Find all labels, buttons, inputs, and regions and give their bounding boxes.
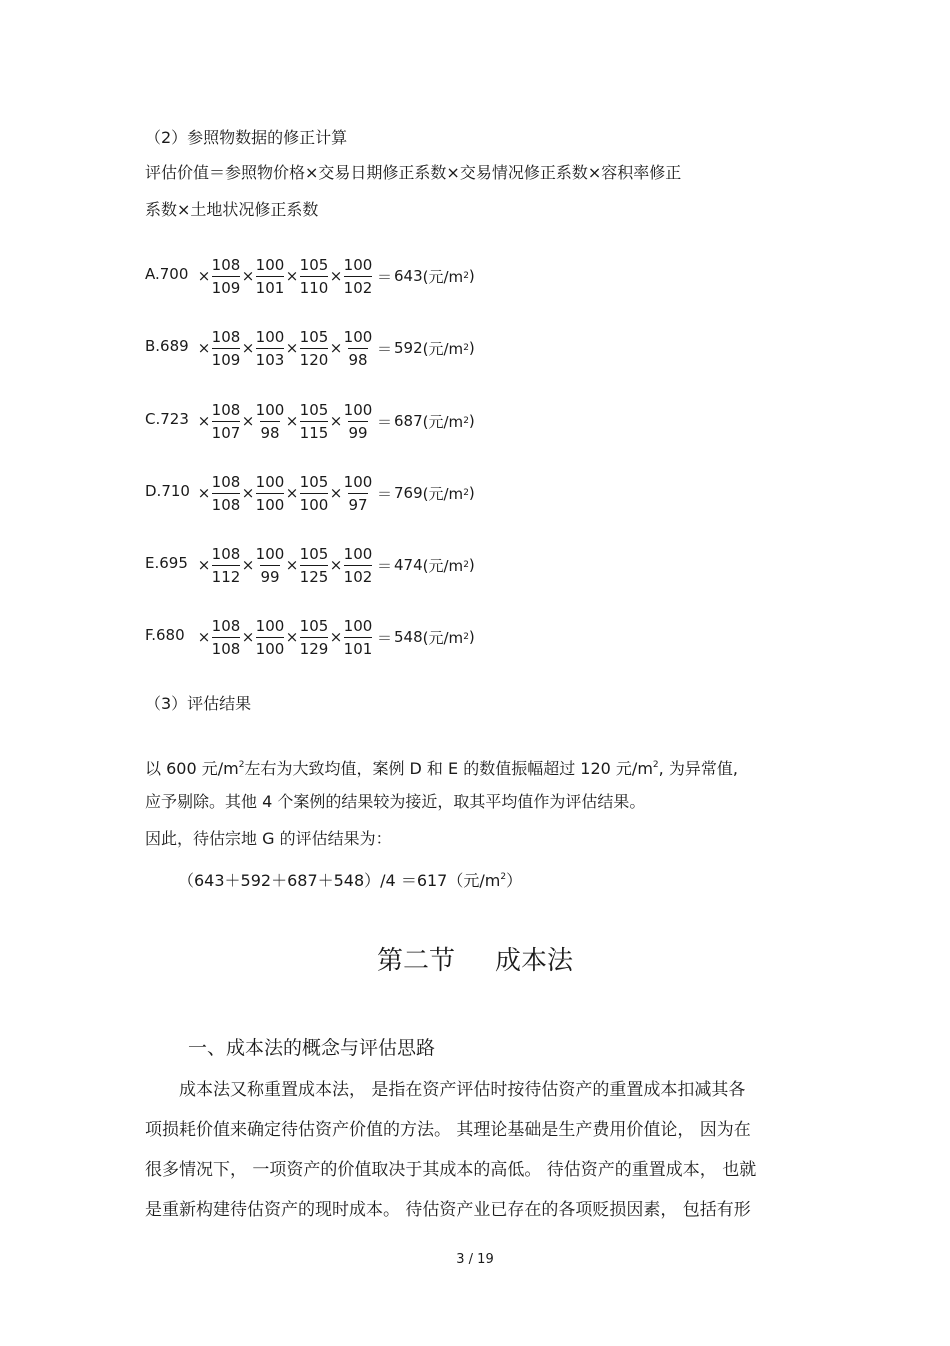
numerator: 105 <box>299 327 329 346</box>
equals-sign: ＝ <box>377 484 393 503</box>
formula-definition-line1: 评估价值＝参照物价格×交易日期修正系数×交易情况修正系数×容积率修正 <box>145 163 682 182</box>
numerator: 100 <box>343 472 373 491</box>
fraction <box>299 254 329 299</box>
exponent: 2 <box>463 632 469 642</box>
fraction <box>299 615 329 660</box>
result-line2: 应予剔除。其他 4 个案例的结果较为接近，取其平均值作为评估结果。 <box>145 792 646 811</box>
denominator: 103 <box>256 348 285 371</box>
unit-text: (元/m <box>422 556 464 575</box>
formula-label: E.695 <box>145 554 188 572</box>
chapter-heading-part2: 成本法 <box>495 946 574 976</box>
exponent: 2 <box>463 560 469 570</box>
average-formula: （643＋592＋687＋548）/4 ＝617（元/m <box>178 871 501 890</box>
unit-text: (元/m <box>422 267 464 286</box>
result-line1-b: 左右为大致均值，案例 D 和 E 的数值振幅超过 120 元/m <box>244 759 653 778</box>
denominator: 102 <box>344 565 373 588</box>
formula-label: F.680 <box>145 626 185 644</box>
denominator: 112 <box>212 565 241 588</box>
formula-result: 592 <box>394 339 423 357</box>
denominator: 109 <box>212 348 241 371</box>
fraction <box>299 543 329 588</box>
multiply-sign: × <box>197 628 211 646</box>
numerator: 108 <box>211 544 241 563</box>
formula-expression <box>197 318 475 378</box>
formula-expression <box>197 535 475 595</box>
section-3-heading: （3）评估结果 <box>145 694 252 713</box>
multiply-sign: × <box>285 412 299 430</box>
result-line1 <box>145 755 738 779</box>
body-line: 是重新构建待估资产的现时成本。 待估资产业已存在的各项贬损因素， 包括有形 <box>145 1200 751 1220</box>
equals-sign: ＝ <box>377 339 393 358</box>
unit-text: (元/m <box>422 628 464 647</box>
denominator: 99 <box>348 421 367 444</box>
denominator: 100 <box>256 493 285 516</box>
numerator: 105 <box>299 616 329 635</box>
multiply-sign: × <box>285 628 299 646</box>
numerator: 108 <box>211 616 241 635</box>
denominator: 100 <box>256 637 285 660</box>
unit-close: ) <box>468 412 475 430</box>
unit-text: (元/m <box>422 339 464 358</box>
numerator: 100 <box>343 616 373 635</box>
denominator: 109 <box>212 276 241 299</box>
fraction <box>343 254 373 299</box>
section-2-heading: （2）参照物数据的修正计算 <box>145 128 348 147</box>
chapter-heading <box>0 940 950 977</box>
formula-result: 643 <box>394 267 423 285</box>
equals-sign: ＝ <box>377 628 393 647</box>
numerator: 100 <box>255 616 285 635</box>
fraction <box>255 543 285 588</box>
multiply-sign: × <box>329 556 343 574</box>
subheading: 一、成本法的概念与评估思路 <box>188 1037 436 1059</box>
numerator: 100 <box>343 544 373 563</box>
equals-sign: ＝ <box>377 267 393 286</box>
multiply-sign: × <box>197 339 211 357</box>
denominator: 107 <box>212 421 241 444</box>
denominator: 110 <box>300 276 329 299</box>
formula-label: D.710 <box>145 482 190 500</box>
multiply-sign: × <box>197 484 211 502</box>
page-number: 3 / 19 <box>456 1252 494 1267</box>
fraction <box>211 471 241 516</box>
denominator: 102 <box>344 276 373 299</box>
equals-sign: ＝ <box>377 412 393 431</box>
exponent: 2 <box>463 343 469 353</box>
numerator: 100 <box>255 400 285 419</box>
equals-sign: ＝ <box>377 556 393 575</box>
unit-close: ) <box>468 484 475 502</box>
numerator: 100 <box>255 327 285 346</box>
body-line: 成本法又称重置成本法， 是指在资产评估时按待估资产的重置成本扣减其各 <box>145 1080 746 1100</box>
multiply-sign: × <box>285 484 299 502</box>
average-formula-close: ） <box>506 871 523 890</box>
fraction <box>255 254 285 299</box>
numerator: 108 <box>211 400 241 419</box>
denominator: 99 <box>260 565 279 588</box>
fraction <box>255 471 285 516</box>
formula-label: B.689 <box>145 337 189 355</box>
unit-close: ) <box>468 556 475 574</box>
denominator: 101 <box>344 637 373 660</box>
unit-close: ) <box>468 267 475 285</box>
result-line3: 因此，待估宗地 G 的评估结果为： <box>145 829 392 848</box>
fraction <box>211 254 241 299</box>
numerator: 108 <box>211 255 241 274</box>
denominator: 108 <box>212 493 241 516</box>
fraction <box>255 399 285 444</box>
multiply-sign: × <box>329 484 343 502</box>
unit-text: (元/m <box>422 484 464 503</box>
body-line: 很多情况下， 一项资产的价值取决于其成本的高低。 待估资产的重置成本， 也就 <box>145 1160 757 1180</box>
multiply-sign: × <box>329 267 343 285</box>
numerator: 105 <box>299 544 329 563</box>
formula-definition-line2: 系数×土地状况修正系数 <box>145 200 319 219</box>
fraction <box>343 615 373 660</box>
numerator: 105 <box>299 255 329 274</box>
fraction <box>299 471 329 516</box>
unit-text: (元/m <box>422 412 464 431</box>
denominator: 125 <box>300 565 329 588</box>
numerator: 105 <box>299 472 329 491</box>
formula-expression <box>197 246 475 306</box>
fraction <box>343 543 373 588</box>
multiply-sign: × <box>329 628 343 646</box>
fraction <box>299 326 329 371</box>
formula-expression <box>197 607 475 667</box>
fraction <box>343 471 373 516</box>
denominator: 108 <box>212 637 241 660</box>
numerator: 100 <box>255 544 285 563</box>
formula-label: A.700 <box>145 265 189 283</box>
fraction <box>211 399 241 444</box>
multiply-sign: × <box>241 412 255 430</box>
formula-expression <box>197 463 475 523</box>
numerator: 105 <box>299 400 329 419</box>
unit-close: ) <box>468 628 475 646</box>
fraction <box>211 615 241 660</box>
fraction <box>255 615 285 660</box>
multiply-sign: × <box>241 267 255 285</box>
numerator: 100 <box>255 472 285 491</box>
formula-result: 474 <box>394 556 423 574</box>
numerator: 100 <box>343 400 373 419</box>
formula-result: 548 <box>394 628 423 646</box>
multiply-sign: × <box>241 628 255 646</box>
exponent: 2 <box>652 760 659 770</box>
denominator: 100 <box>300 493 329 516</box>
numerator: 100 <box>255 255 285 274</box>
multiply-sign: × <box>241 556 255 574</box>
fraction <box>299 399 329 444</box>
exponent: 2 <box>500 872 507 882</box>
formula-label: C.723 <box>145 410 189 428</box>
numerator: 100 <box>343 255 373 274</box>
fraction <box>211 543 241 588</box>
formula-result: 687 <box>394 412 423 430</box>
chapter-heading-part1: 第二节 <box>376 946 455 976</box>
exponent: 2 <box>463 271 469 281</box>
fraction <box>211 326 241 371</box>
fraction <box>255 326 285 371</box>
formula-expression <box>197 391 475 451</box>
numerator: 108 <box>211 472 241 491</box>
denominator: 98 <box>348 348 367 371</box>
result-line4 <box>178 867 522 891</box>
fraction <box>343 326 373 371</box>
multiply-sign: × <box>285 556 299 574</box>
formula-result: 769 <box>394 484 423 502</box>
multiply-sign: × <box>329 412 343 430</box>
multiply-sign: × <box>285 267 299 285</box>
denominator: 97 <box>348 493 367 516</box>
multiply-sign: × <box>197 267 211 285</box>
exponent: 2 <box>463 416 469 426</box>
result-line1-a: 以 600 元/m <box>145 759 239 778</box>
fraction <box>343 399 373 444</box>
multiply-sign: × <box>197 412 211 430</box>
denominator: 101 <box>256 276 285 299</box>
multiply-sign: × <box>197 556 211 574</box>
multiply-sign: × <box>329 339 343 357</box>
unit-close: ) <box>468 339 475 357</box>
multiply-sign: × <box>241 339 255 357</box>
denominator: 115 <box>300 421 329 444</box>
denominator: 120 <box>300 348 329 371</box>
exponent: 2 <box>238 760 245 770</box>
numerator: 100 <box>343 327 373 346</box>
numerator: 108 <box>211 327 241 346</box>
multiply-sign: × <box>241 484 255 502</box>
exponent: 2 <box>463 488 469 498</box>
body-line: 项损耗价值来确定待估资产价值的方法。 其理论基础是生产费用价值论， 因为在 <box>145 1120 751 1140</box>
denominator: 129 <box>300 637 329 660</box>
multiply-sign: × <box>285 339 299 357</box>
result-line1-c: , 为异常值, <box>658 759 738 778</box>
denominator: 98 <box>260 421 279 444</box>
